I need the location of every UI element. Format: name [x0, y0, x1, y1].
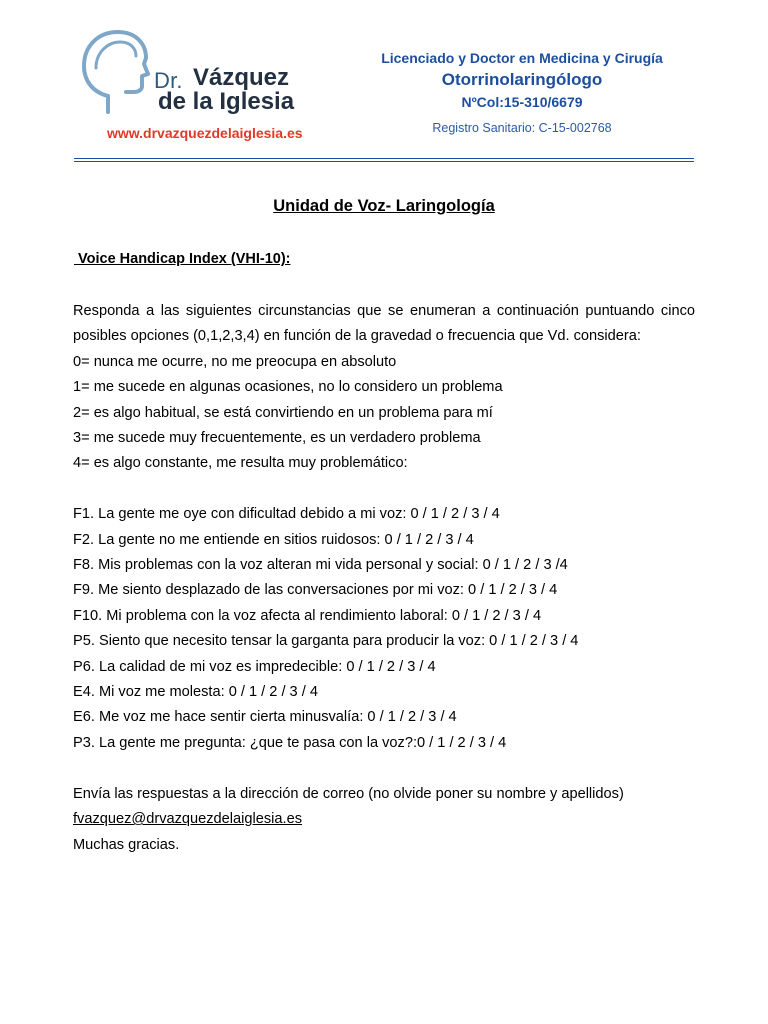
scale-item: 3= me sucede muy frecuentemente, es un verdadero problema: [73, 430, 481, 447]
email-line: [73, 807, 695, 832]
credentials-block: [348, 48, 696, 138]
brand-name-line2: de la Iglesia: [158, 88, 295, 115]
question-item: P3. La gente me pregunta: ¿que te pasa con la voz?:0 / 1 / 2 / 3 / 4: [73, 734, 507, 751]
scale-item: 0= nunca me ocurre, no me preocupa en absoluto: [73, 353, 397, 370]
spacer: [73, 756, 695, 781]
brand-prefix: Dr.: [154, 68, 183, 93]
question-item: F8. Mis problemas con la voz alteran mi vida personal y social: 0 / 1 / 2 / 3 /4: [73, 557, 568, 574]
question-item: F10. Mi problema con la voz afecta al rendimiento laboral: 0 / 1 / 2 / 3 / 4: [73, 607, 542, 624]
scale-item: 4= es algo constante, me resulta muy problemático:: [73, 455, 408, 472]
scale-item: 2= es algo habitual, se está convirtiendo en un problema para mí: [73, 404, 493, 421]
scale-item: 1= me sucede en algunas ocasiones, no lo considero un problema: [73, 379, 503, 396]
instructions-paragraph: Responda a las siguientes circunstancias que se enumeran a continuación puntuando cinco posibles opciones (0,1,2,3,4) en función de la gravedad o frecuencia que Vd. considera:: [73, 303, 695, 345]
question-item: F1. La gente me oye con dificultad debido a mi voz: 0 / 1 / 2 / 3 / 4: [73, 506, 500, 523]
document-subtitle: Voice Handicap Index (VHI-10):: [74, 251, 291, 267]
question-item: E6. Me voz me hace sentir cierta minusvalía: 0 / 1 / 2 / 3 / 4: [73, 709, 457, 726]
header-divider: [74, 158, 694, 159]
document-title: Unidad de Voz- Laringología: [273, 197, 495, 215]
email-link[interactable]: fvazquez@drvazquezdelaiglesia.es: [73, 811, 302, 828]
clinic-logo: [78, 28, 308, 116]
thanks-text: Muchas gracias.: [73, 836, 180, 853]
brand-name-line1: Vázquez: [193, 64, 290, 91]
website-link[interactable]: www.drvazquezdelaiglesia.es: [107, 125, 303, 141]
credential-specialty: Otorrinolaringólogo: [441, 70, 603, 89]
credential-degree: Licenciado y Doctor en Medicina y Cirugía: [381, 50, 663, 66]
question-item: P5. Siento que necesito tensar la garganta para producir la voz: 0 / 1 / 2 / 3 / 4: [73, 633, 579, 650]
question-item: F9. Me siento desplazado de las conversaciones por mi voz: 0 / 1 / 2 / 3 / 4: [73, 582, 558, 599]
closing-instructions: Envía las respuestas a la dirección de correo (no olvide poner su nombre y apellidos): [73, 785, 624, 802]
document-body: [73, 299, 695, 858]
header-divider-secondary: [74, 161, 694, 162]
question-item: F2. La gente no me entiende en sitios ruidosos: 0 / 1 / 2 / 3 / 4: [73, 531, 474, 548]
spacer: [73, 477, 695, 502]
credential-registry: Registro Sanitario: C-15-002768: [432, 121, 612, 135]
question-item: E4. Mi voz me molesta: 0 / 1 / 2 / 3 / 4: [73, 684, 318, 701]
question-item: P6. La calidad de mi voz es impredecible: 0 / 1 / 2 / 3 / 4: [73, 658, 436, 675]
head-profile-icon: [78, 28, 150, 116]
credential-license: NºCol:15-310/6679: [461, 94, 583, 110]
